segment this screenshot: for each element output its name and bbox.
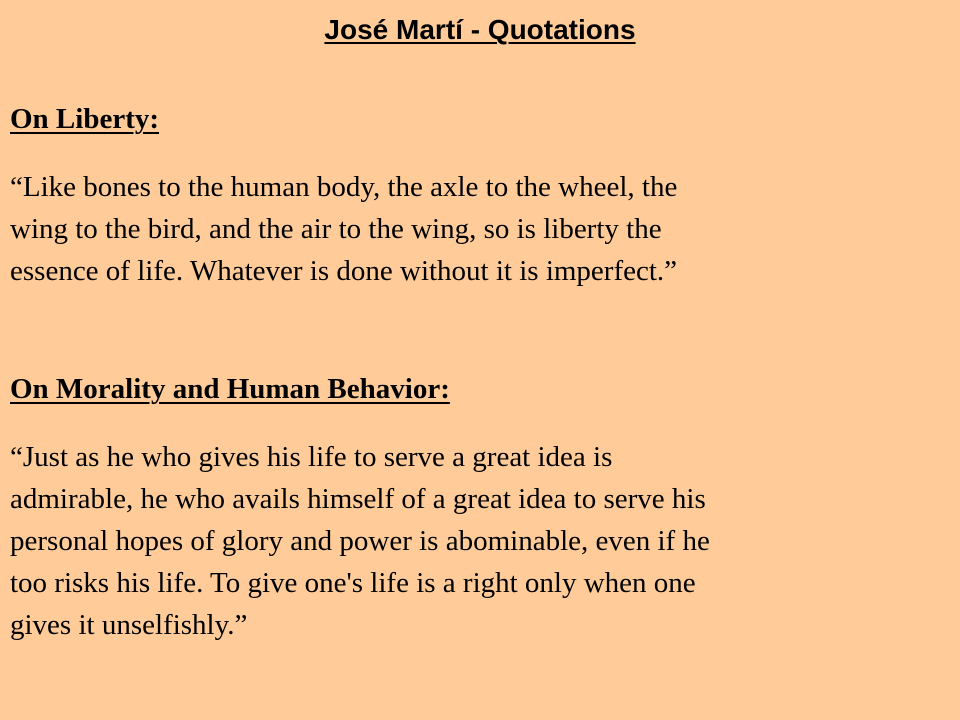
quote-line: wing to the bird, and the air to the wing, so is liberty the (10, 213, 662, 245)
section-heading-morality: On Morality and Human Behavior: (10, 373, 450, 405)
quote-line: “Like bones to the human body, the axle to the wheel, the (10, 171, 678, 203)
page-title (0, 12, 960, 48)
section-liberty (10, 102, 910, 292)
section-morality (10, 372, 910, 646)
quote-line: admirable, he who avails himself of a great idea to serve his (10, 483, 706, 515)
quote-morality (10, 436, 910, 646)
quote-line: gives it unselfishly.” (10, 609, 248, 641)
page-title-text: José Martí - Quotations (324, 14, 636, 45)
quote-line: too risks his life. To give one's life is a right only when one (10, 567, 696, 599)
quote-liberty (10, 166, 910, 292)
quote-line: “Just as he who gives his life to serve a great idea is (10, 441, 613, 473)
quote-line: personal hopes of glory and power is abominable, even if he (10, 525, 710, 557)
quote-line: essence of life. Whatever is done without it is imperfect.” (10, 255, 678, 287)
section-heading-liberty: On Liberty: (10, 103, 160, 135)
